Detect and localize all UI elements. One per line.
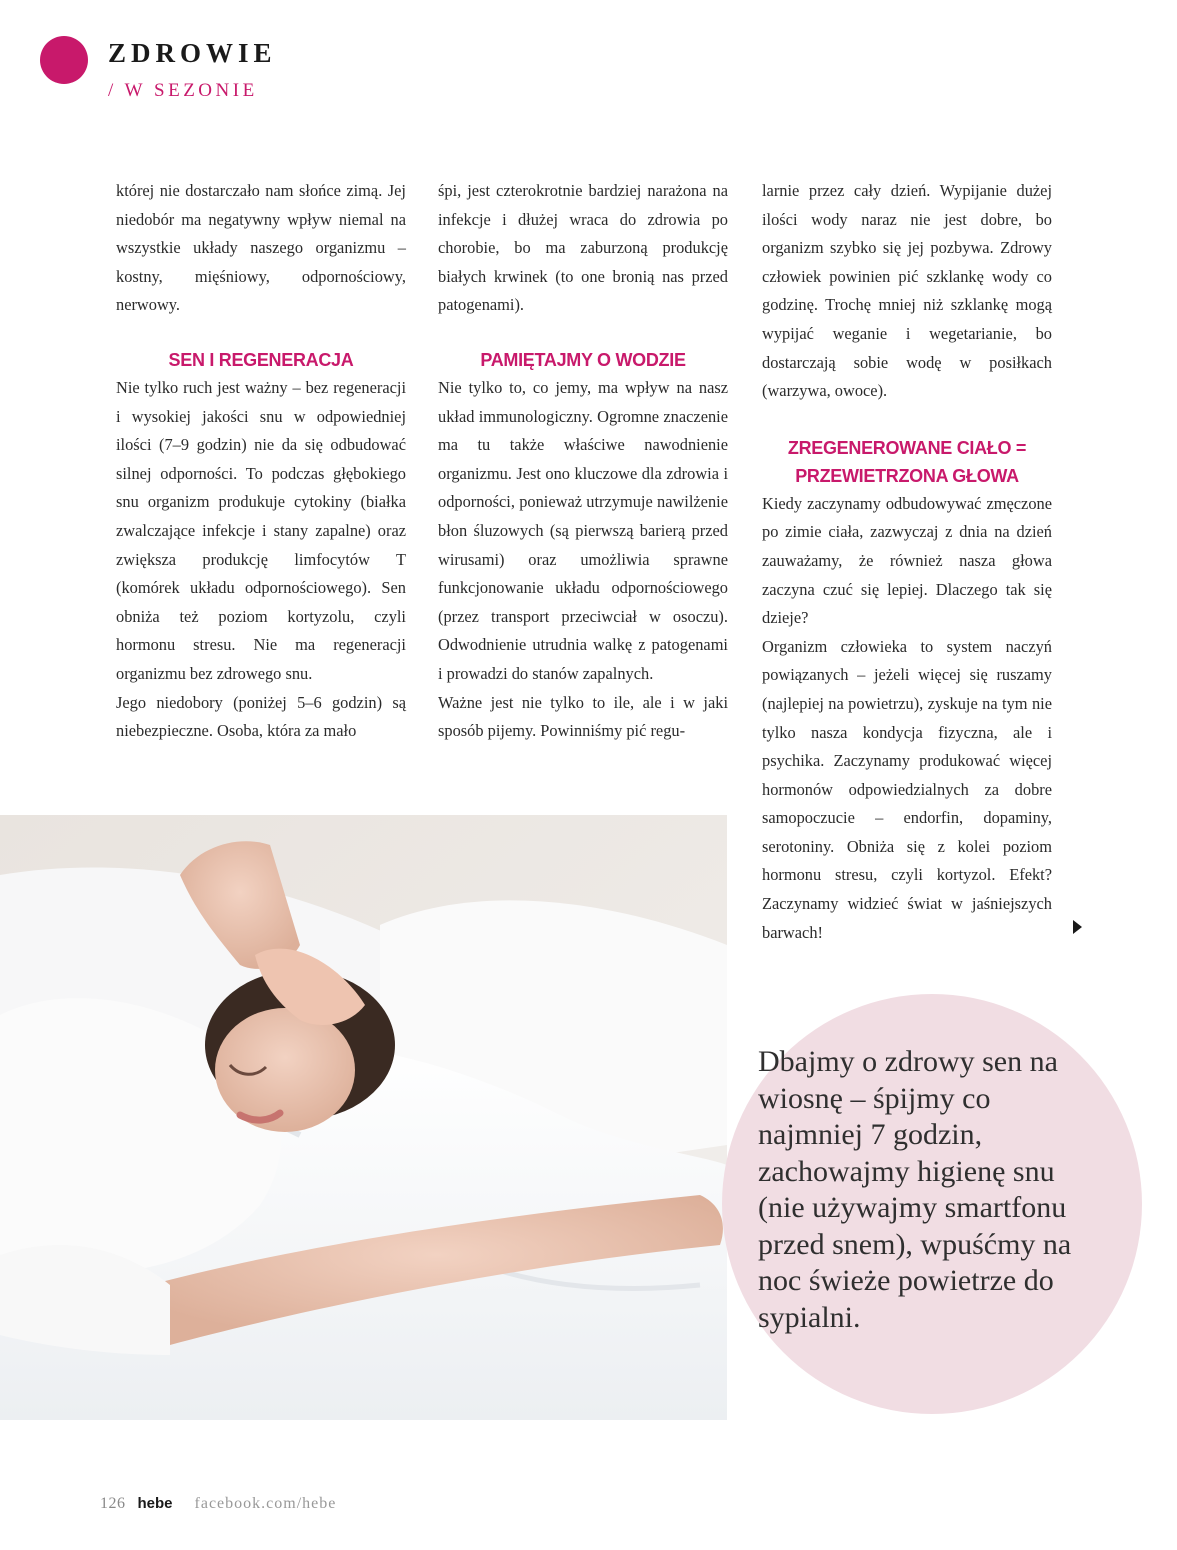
subheading-line: PRZEWIETRZONA GŁOWA — [795, 465, 1019, 486]
page-number: 126 — [100, 1495, 126, 1512]
paragraph: Organizm człowieka to system naczyń powiązanych – jeżeli więcej się ruszamy (najlepiej na powietrzu), zyskuje na tym nie tylko nasza kondycja fizyczna, ale i psychika. Zaczynamy produkować więcej hormonów odpowiedzialnych za dobre samopoczucie – endorfin, dopaminy, serotoniny. Obniża się z kolei poziom hormonu stresu, czyli kortyzol. Efekt? Zaczynamy widzieć świat w jaśniejszych barwach! — [762, 636, 1052, 942]
paragraph: Nie tylko ruch jest ważny – bez regeneracji i wysokiej jakości snu w odpowiedniej ilości (7–9 godzin) nie da się odbudować silnej odporności. To podczas głębokiego snu organizm produkuje cytokiny (białka zwalczające infekcje i stany zapalne) oraz zwiększa produkcję limfocytów T (komórek układu odpornościowego). Sen obniża też poziom kortyzolu, czyli hormonu stresu. Nie ma regeneracji organizmu bez zdrowego snu. — [116, 377, 406, 683]
photo-woman-waking-in-bed — [0, 815, 727, 1420]
subheading-body-mind — [762, 434, 1052, 490]
article-column-3 — [762, 177, 1052, 947]
paragraph: Kiedy zaczynamy odbudowywać zmęczone po zimie ciała, zazwyczaj z dnia na dzień zauważamy, że również nasza głowa zaczyna czuć się lepiej. Dlaczego tak się dzieje? — [762, 493, 1052, 628]
subheading-line: ZREGENEROWANE CIAŁO = — [787, 437, 1027, 458]
paragraph: Ważne jest nie tylko to ile, ale i w jaki sposób pijemy. Powinniśmy pić regu- — [438, 692, 728, 741]
article-column-1 — [116, 177, 406, 746]
paragraph: śpi, jest czterokrotnie bardziej narażona na infekcje i dłużej wraca do zdrowia po chorobie, bo ma zaburzoną produkcję białych krwinek (to one bronią nas przed patogenami). — [438, 181, 728, 315]
subheading-water: PAMIĘTAJMY O WODZIE — [480, 349, 686, 370]
page-footer — [100, 1495, 336, 1513]
brand-logo: hebe — [137, 1495, 173, 1512]
photo-illustration — [0, 815, 727, 1420]
section-dot-icon — [40, 36, 88, 84]
section-title: ZDROWIE — [108, 38, 277, 68]
paragraph: Nie tylko to, co jemy, ma wpływ na nasz układ immunologiczny. Ogromne znaczenie ma tu także właściwe nawodnienie organizmu. Jest ono kluczowe dla zdrowia i odporności, ponieważ utrzymuje nawilżenie błon śluzowych (są pierwszą barierą przed wirusami) oraz umożliwia sprawne funkcjonowanie układu odpornościowego (przez transport przeciwciał w osoczu). Odwodnienie utrudnia walkę z patogenami i prowadzi do stanów zapalnych. — [438, 377, 728, 683]
article-column-2 — [438, 177, 728, 746]
paragraph: larnie przez cały dzień. Wypijanie dużej ilości wody naraz nie jest dobre, bo organizm szybko się jej pozbywa. Zdrowy człowiek powinien pić szklankę wody co godzinę. Trochę mniej niż szklankę mogą wypijać weganie i wegetarianie, bo dostarczają sobie wodę w posiłkach (warzywa, owoce). — [762, 181, 1052, 401]
paragraph: Jego niedobory (poniżej 5–6 godzin) są niebezpieczne. Osoba, która za mało — [116, 692, 406, 741]
pull-quote: Dbajmy o zdrowy sen na wiosnę – śpijmy co najmniej 7 godzin, zachowajmy higienę snu (nie używajmy smartfonu przed snem), wpuśćmy na noc świeże powietrze do sypialni. — [758, 1045, 1072, 1334]
continue-arrow-icon — [1073, 920, 1082, 934]
subheading-sleep: SEN I REGENERACJA — [168, 349, 354, 370]
section-subtitle: / W SEZONIE — [108, 80, 258, 101]
paragraph: której nie dostarczało nam słońce zimą. Jej niedobór ma negatywny wpływ niemal na wszystkie układy naszego organizmu – kostny, mięśniowy, odpornościowy, nerwowy. — [116, 181, 406, 315]
social-link[interactable]: facebook.com/hebe — [194, 1495, 337, 1512]
